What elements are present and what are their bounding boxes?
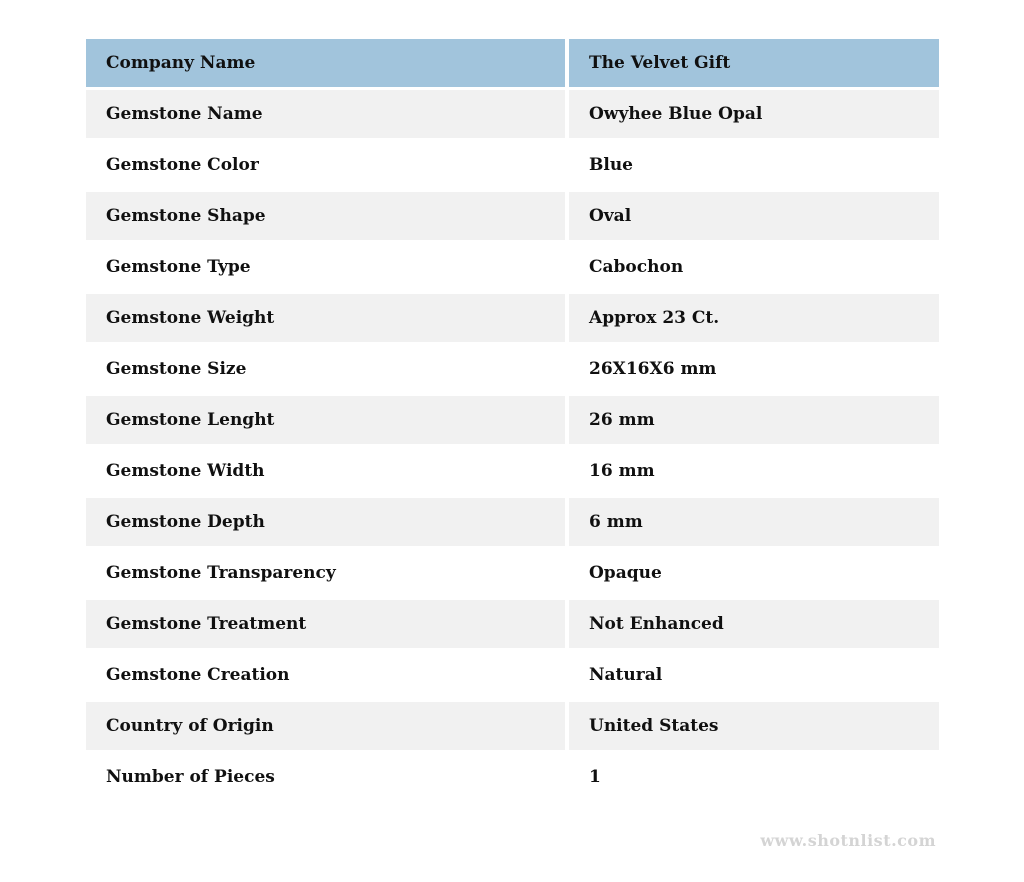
row-value: United States <box>589 716 719 736</box>
row-label: Gemstone Size <box>106 359 247 379</box>
row-value-cell <box>569 651 939 699</box>
row-label-cell <box>86 141 565 189</box>
row-value: 26X16X6 mm <box>589 359 717 379</box>
table-row <box>86 396 939 444</box>
row-value: 16 mm <box>589 461 655 481</box>
table-row <box>86 702 939 750</box>
table-row <box>86 753 939 801</box>
table-row <box>86 651 939 699</box>
row-value-cell <box>569 294 939 342</box>
row-value-cell <box>569 345 939 393</box>
row-label-cell <box>86 396 565 444</box>
watermark: www.shotnlist.com <box>760 831 936 850</box>
row-value: 26 mm <box>589 410 655 430</box>
row-label-cell <box>86 90 565 138</box>
row-label-cell <box>86 345 565 393</box>
row-label: Gemstone Treatment <box>106 614 307 634</box>
row-label-cell <box>86 651 565 699</box>
row-label-cell <box>86 600 565 648</box>
row-label: Gemstone Depth <box>106 512 265 532</box>
row-label: Gemstone Width <box>106 461 265 481</box>
row-label: Gemstone Lenght <box>106 410 275 430</box>
header-label: Company Name <box>106 53 256 73</box>
spec-table <box>86 39 939 804</box>
row-label-cell <box>86 753 565 801</box>
row-label: Gemstone Name <box>106 104 263 124</box>
table-row <box>86 192 939 240</box>
row-label: Gemstone Transparency <box>106 563 336 583</box>
table-row <box>86 549 939 597</box>
row-value: Owyhee Blue Opal <box>589 104 763 124</box>
header-label-cell <box>86 39 565 87</box>
row-value: Not Enhanced <box>589 614 724 634</box>
row-value: 6 mm <box>589 512 643 532</box>
table-body <box>86 90 939 801</box>
row-value-cell <box>569 396 939 444</box>
table-row <box>86 498 939 546</box>
row-label: Gemstone Type <box>106 257 251 277</box>
row-label: Country of Origin <box>106 716 274 736</box>
row-label-cell <box>86 192 565 240</box>
row-label: Gemstone Color <box>106 155 259 175</box>
table-row <box>86 294 939 342</box>
row-value-cell <box>569 90 939 138</box>
row-value-cell <box>569 549 939 597</box>
table-row <box>86 345 939 393</box>
row-value: Blue <box>589 155 634 175</box>
table-row <box>86 243 939 291</box>
row-label: Number of Pieces <box>106 767 275 787</box>
row-value-cell <box>569 243 939 291</box>
row-label-cell <box>86 243 565 291</box>
row-value-cell <box>569 753 939 801</box>
row-value-cell <box>569 141 939 189</box>
row-label: Gemstone Weight <box>106 308 275 328</box>
row-label-cell <box>86 549 565 597</box>
table-header-row <box>86 39 939 87</box>
table-row <box>86 141 939 189</box>
row-value: Approx 23 Ct. <box>589 308 720 328</box>
row-value: Oval <box>589 206 632 226</box>
row-label-cell <box>86 447 565 495</box>
row-value-cell <box>569 702 939 750</box>
row-value: Natural <box>589 665 663 685</box>
table-row <box>86 447 939 495</box>
row-value: Opaque <box>589 563 662 583</box>
table-row <box>86 600 939 648</box>
table-row <box>86 90 939 138</box>
row-value: 1 <box>589 767 601 787</box>
row-value-cell <box>569 192 939 240</box>
row-label-cell <box>86 498 565 546</box>
row-label-cell <box>86 294 565 342</box>
row-value: Cabochon <box>589 257 684 277</box>
row-label: Gemstone Shape <box>106 206 266 226</box>
row-label: Gemstone Creation <box>106 665 290 685</box>
row-label-cell <box>86 702 565 750</box>
header-value: The Velvet Gift <box>589 53 731 73</box>
row-value-cell <box>569 600 939 648</box>
header-value-cell <box>569 39 939 87</box>
row-value-cell <box>569 498 939 546</box>
row-value-cell <box>569 447 939 495</box>
